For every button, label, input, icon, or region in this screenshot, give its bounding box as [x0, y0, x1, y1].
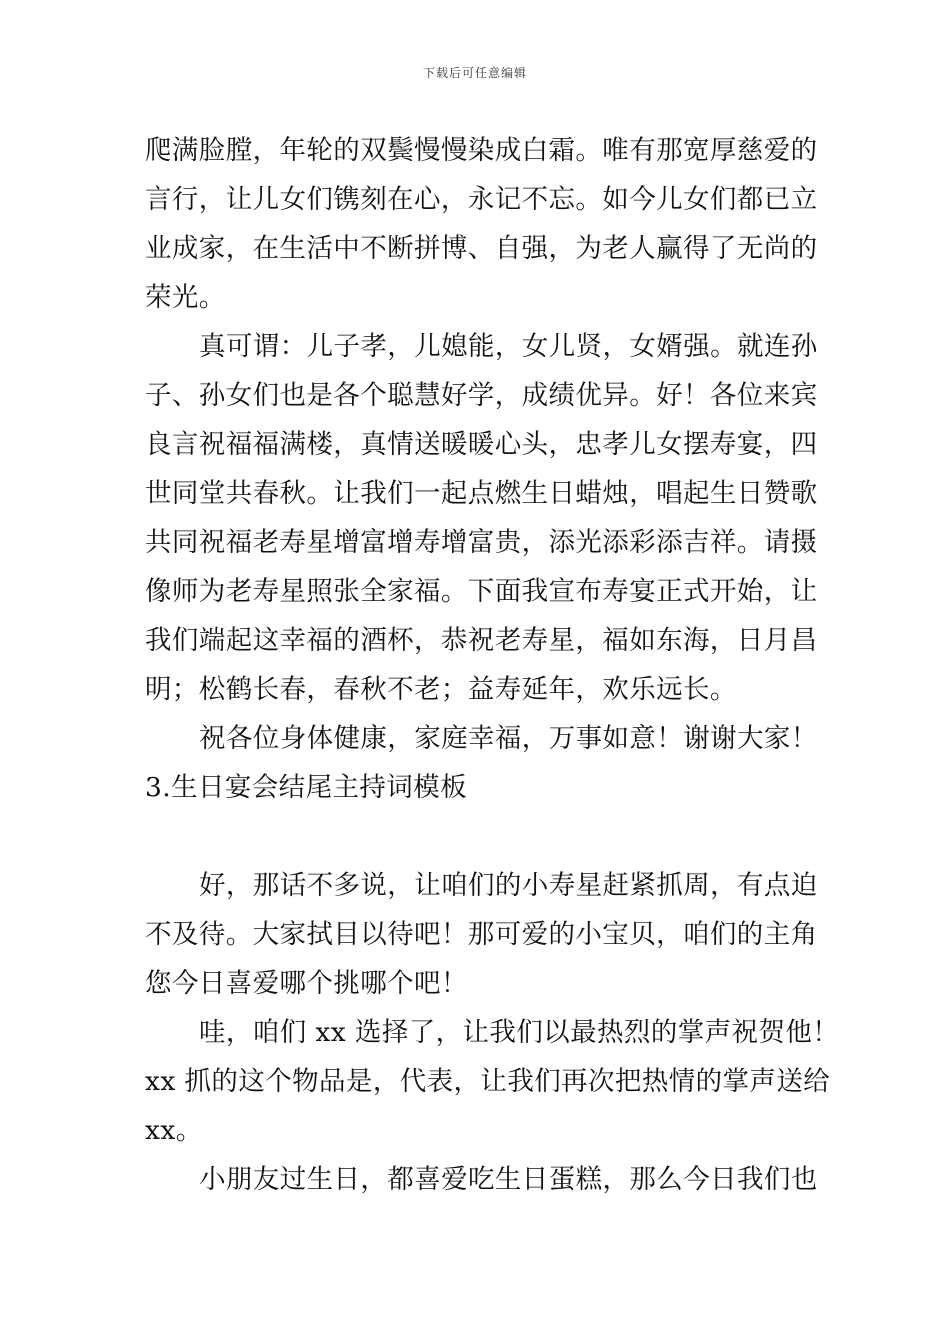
blank-line — [145, 812, 815, 861]
text-line: xx。 — [145, 1115, 203, 1146]
text-line: 子、孙女们也是各个聪慧好学，成绩优异。好！各位来宾 — [145, 380, 818, 411]
text-line: 不及待。大家拭目以待吧！那可爱的小宝贝，咱们的主角 — [145, 919, 818, 950]
text-line: 世同堂共春秋。让我们一起点燃生日蜡烛，唱起生日赞歌 — [145, 478, 818, 509]
text-line: 明；松鹤长春，春秋不老；益寿延年，欢乐远长。 — [145, 674, 737, 705]
page-header: 下载后可任意编辑 — [422, 66, 527, 80]
text-line: 共同祝福老寿星增富增寿增富贵，添光添彩添吉祥。请摄 — [145, 527, 818, 558]
text-line: 言行，让儿女们镌刻在心，永记不忘。如今儿女们都已立 — [145, 184, 818, 215]
text-line: 您今日喜爱哪个挑哪个吧！ — [145, 968, 468, 999]
text-line: xx 抓的这个物品是，代表，让我们再次把热情的掌声送给 — [145, 1066, 831, 1097]
document-body — [145, 126, 840, 1204]
text-line: 荣光。 — [145, 282, 226, 313]
text-line: 我们端起这幸福的酒杯，恭祝老寿星，福如东海，日月昌 — [145, 625, 818, 656]
paragraph-start: 祝各位身体健康，家庭幸福，万事如意！谢谢大家！ — [199, 723, 818, 754]
text-line: 像师为老寿星照张全家福。下面我宣布寿宴正式开始，让 — [145, 576, 818, 607]
paragraph-start: 哇，咱们 xx 选择了，让我们以最热烈的掌声祝贺他！ — [199, 1017, 840, 1048]
paragraph-start: 好，那话不多说，让咱们的小寿星赶紧抓周，有点迫 — [199, 870, 818, 901]
section-heading: 3.生日宴会结尾主持词模板 — [145, 772, 467, 803]
paragraph-start: 真可谓：儿子孝，儿媳能，女儿贤，女婿强。就连孙 — [199, 331, 818, 362]
text-line: 业成家，在生活中不断拼博、自强，为老人赢得了无尚的 — [145, 233, 818, 264]
text-line: 爬满脸膛，年轮的双鬓慢慢染成白霜。唯有那宽厚慈爱的 — [145, 135, 818, 166]
paragraph-start: 小朋友过生日，都喜爱吃生日蛋糕，那么今日我们也 — [199, 1164, 818, 1195]
text-line: 良言祝福福满楼，真情送暖暖心头，忠孝儿女摆寿宴，四 — [145, 429, 818, 460]
